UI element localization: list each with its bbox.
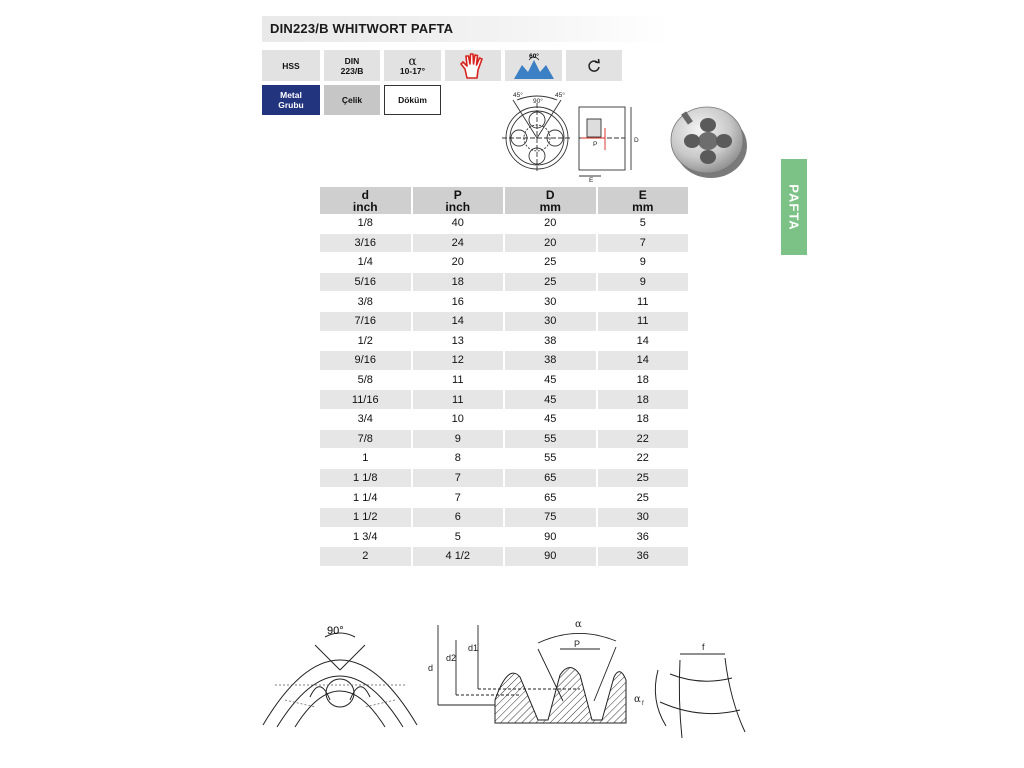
table-row <box>320 332 688 352</box>
diam-d2-label: d2 <box>446 653 457 663</box>
angle-right-label: 45° <box>555 92 565 99</box>
table-cell: 3/8 <box>320 292 411 312</box>
material-group-label <box>262 85 320 115</box>
die-technical-drawing <box>497 88 647 184</box>
table-cell: 1 3/4 <box>320 528 411 548</box>
table-cell: 8 <box>413 449 504 469</box>
chamfer-detail-diagram <box>630 630 750 740</box>
table-cell: 90 <box>505 528 596 548</box>
table-cell: 14 <box>598 351 689 371</box>
table-cell: 30 <box>598 508 689 528</box>
table-row <box>320 449 688 469</box>
table-cell: 36 <box>598 547 689 567</box>
spec-din-line1: DIN <box>344 55 360 66</box>
table-row <box>320 234 688 254</box>
table-cell: 6 <box>413 508 504 528</box>
page-title: DIN223/B WHITWORT PAFTA <box>270 21 454 36</box>
table-cell: 45 <box>505 410 596 430</box>
header-outer-d: D mm <box>505 187 596 214</box>
table-header-row <box>320 187 688 214</box>
table-cell: 10 <box>413 410 504 430</box>
spec-alpha <box>384 50 441 81</box>
table-row <box>320 488 688 508</box>
chamfer-alpha-sub-label: f <box>642 701 644 707</box>
table-cell: 11 <box>413 371 504 391</box>
table-cell: 11/16 <box>320 390 411 410</box>
table-row <box>320 214 688 234</box>
table-cell: 38 <box>505 351 596 371</box>
table-cell: 3/16 <box>320 234 411 254</box>
table-row <box>320 390 688 410</box>
table-row <box>320 528 688 548</box>
table-cell: 20 <box>505 234 596 254</box>
table-cell: 7 <box>413 488 504 508</box>
table-row <box>320 508 688 528</box>
table-cell: 30 <box>505 292 596 312</box>
table-cell: 14 <box>598 332 689 352</box>
table-cell: 75 <box>505 508 596 528</box>
table-cell: 11 <box>598 312 689 332</box>
table-cell: 25 <box>505 273 596 293</box>
table-row <box>320 430 688 450</box>
header-d: d inch <box>320 187 411 214</box>
table-cell: 16 <box>413 292 504 312</box>
table-cell: 12 <box>413 351 504 371</box>
table-cell: 20 <box>413 253 504 273</box>
table-cell: 24 <box>413 234 504 254</box>
table-cell: 38 <box>505 332 596 352</box>
table-cell: 11 <box>598 292 689 312</box>
header-p: P inch <box>413 187 504 214</box>
table-cell: 30 <box>505 312 596 332</box>
thread-pitch-label: P <box>574 639 581 649</box>
diam-d1-label: d1 <box>468 643 479 653</box>
table-cell: 1 <box>320 449 411 469</box>
material-cast: Döküm <box>384 85 441 115</box>
table-row <box>320 253 688 273</box>
table-cell: 9 <box>413 430 504 450</box>
table-row <box>320 273 688 293</box>
material-steel: Çelik <box>324 85 380 115</box>
spec-rotation <box>566 50 622 81</box>
table-row <box>320 469 688 489</box>
thread-alpha-label: α <box>575 619 582 630</box>
table-cell: 4 1/2 <box>413 547 504 567</box>
material-group-line1: Metal <box>280 90 302 100</box>
table-cell: 22 <box>598 449 689 469</box>
table-cell: 25 <box>505 253 596 273</box>
thread-angle-label: 60° <box>528 52 539 60</box>
angle-left-label: 45° <box>513 92 523 99</box>
table-cell: 7 <box>413 469 504 489</box>
table-cell: 2 <box>320 547 411 567</box>
table-cell: 45 <box>505 390 596 410</box>
table-cell: 22 <box>598 430 689 450</box>
table-cell: 1 1/4 <box>320 488 411 508</box>
thread-profile-diagram <box>420 605 630 730</box>
table-row <box>320 351 688 371</box>
table-cell: 1 1/2 <box>320 508 411 528</box>
table-cell: 1 1/8 <box>320 469 411 489</box>
table-row <box>320 547 688 567</box>
diameter-d-label: D <box>634 137 639 144</box>
table-body <box>320 214 688 567</box>
table-cell: 7 <box>598 234 689 254</box>
die-product-image <box>668 100 750 180</box>
title-bar <box>262 16 670 42</box>
table-cell: 18 <box>598 371 689 391</box>
table-row <box>320 292 688 312</box>
spec-hss-label: HSS <box>282 60 300 71</box>
table-cell: 90 <box>505 547 596 567</box>
table-cell: 18 <box>413 273 504 293</box>
table-cell: 36 <box>598 528 689 548</box>
table-cell: 14 <box>413 312 504 332</box>
header-e: E mm <box>598 187 689 214</box>
spec-thread <box>505 50 562 81</box>
thread-60-icon <box>512 52 556 80</box>
die-cross-section-diagram <box>255 615 425 740</box>
spec-hss <box>262 50 320 81</box>
table-row <box>320 371 688 391</box>
alpha-symbol: α <box>408 53 417 68</box>
table-cell: 1/4 <box>320 253 411 273</box>
table-cell: 25 <box>598 469 689 489</box>
table-cell: 20 <box>505 214 596 234</box>
section-tab-pafta <box>781 159 807 255</box>
table-cell: 5/16 <box>320 273 411 293</box>
section-tab-label: PAFTA <box>786 183 802 231</box>
chamfer-alpha-label: α <box>634 694 641 705</box>
table-cell: 5 <box>413 528 504 548</box>
spec-din <box>324 50 380 81</box>
table-cell: 5/8 <box>320 371 411 391</box>
table-cell: 5 <box>598 214 689 234</box>
table-row <box>320 410 688 430</box>
table-cell: 9 <box>598 273 689 293</box>
spec-hand <box>445 50 501 81</box>
table-cell: 55 <box>505 430 596 450</box>
table-cell: 18 <box>598 410 689 430</box>
rotation-icon <box>586 58 602 74</box>
table-cell: 55 <box>505 449 596 469</box>
table-cell: 13 <box>413 332 504 352</box>
table-cell: 45 <box>505 371 596 391</box>
table-cell: 1/2 <box>320 332 411 352</box>
table-cell: 25 <box>598 488 689 508</box>
table-cell: 40 <box>413 214 504 234</box>
pitch-p-label: P <box>593 141 598 148</box>
diam-d-label: d <box>428 663 434 673</box>
spec-din-line2: 223/B <box>340 65 364 76</box>
table-cell: 11 <box>413 390 504 410</box>
material-group-line2: Grubu <box>278 100 304 110</box>
chamfer-f-label: f <box>702 642 705 652</box>
table-cell: 1/8 <box>320 214 411 234</box>
table-cell: 9 <box>598 253 689 273</box>
table-cell: 18 <box>598 390 689 410</box>
angle-90-label: 90° <box>327 625 344 637</box>
table-cell: 9/16 <box>320 351 411 371</box>
table-cell: 7/16 <box>320 312 411 332</box>
angle-mid-label: 90° <box>533 98 543 105</box>
table-row <box>320 312 688 332</box>
hand-icon <box>458 52 488 80</box>
thickness-e-label: E <box>589 177 594 184</box>
whitworth-size-table <box>318 187 690 567</box>
table-cell: 65 <box>505 469 596 489</box>
table-cell: 7/8 <box>320 430 411 450</box>
table-cell: 65 <box>505 488 596 508</box>
table-cell: 3/4 <box>320 410 411 430</box>
alpha-range: 10-17° <box>399 65 426 76</box>
